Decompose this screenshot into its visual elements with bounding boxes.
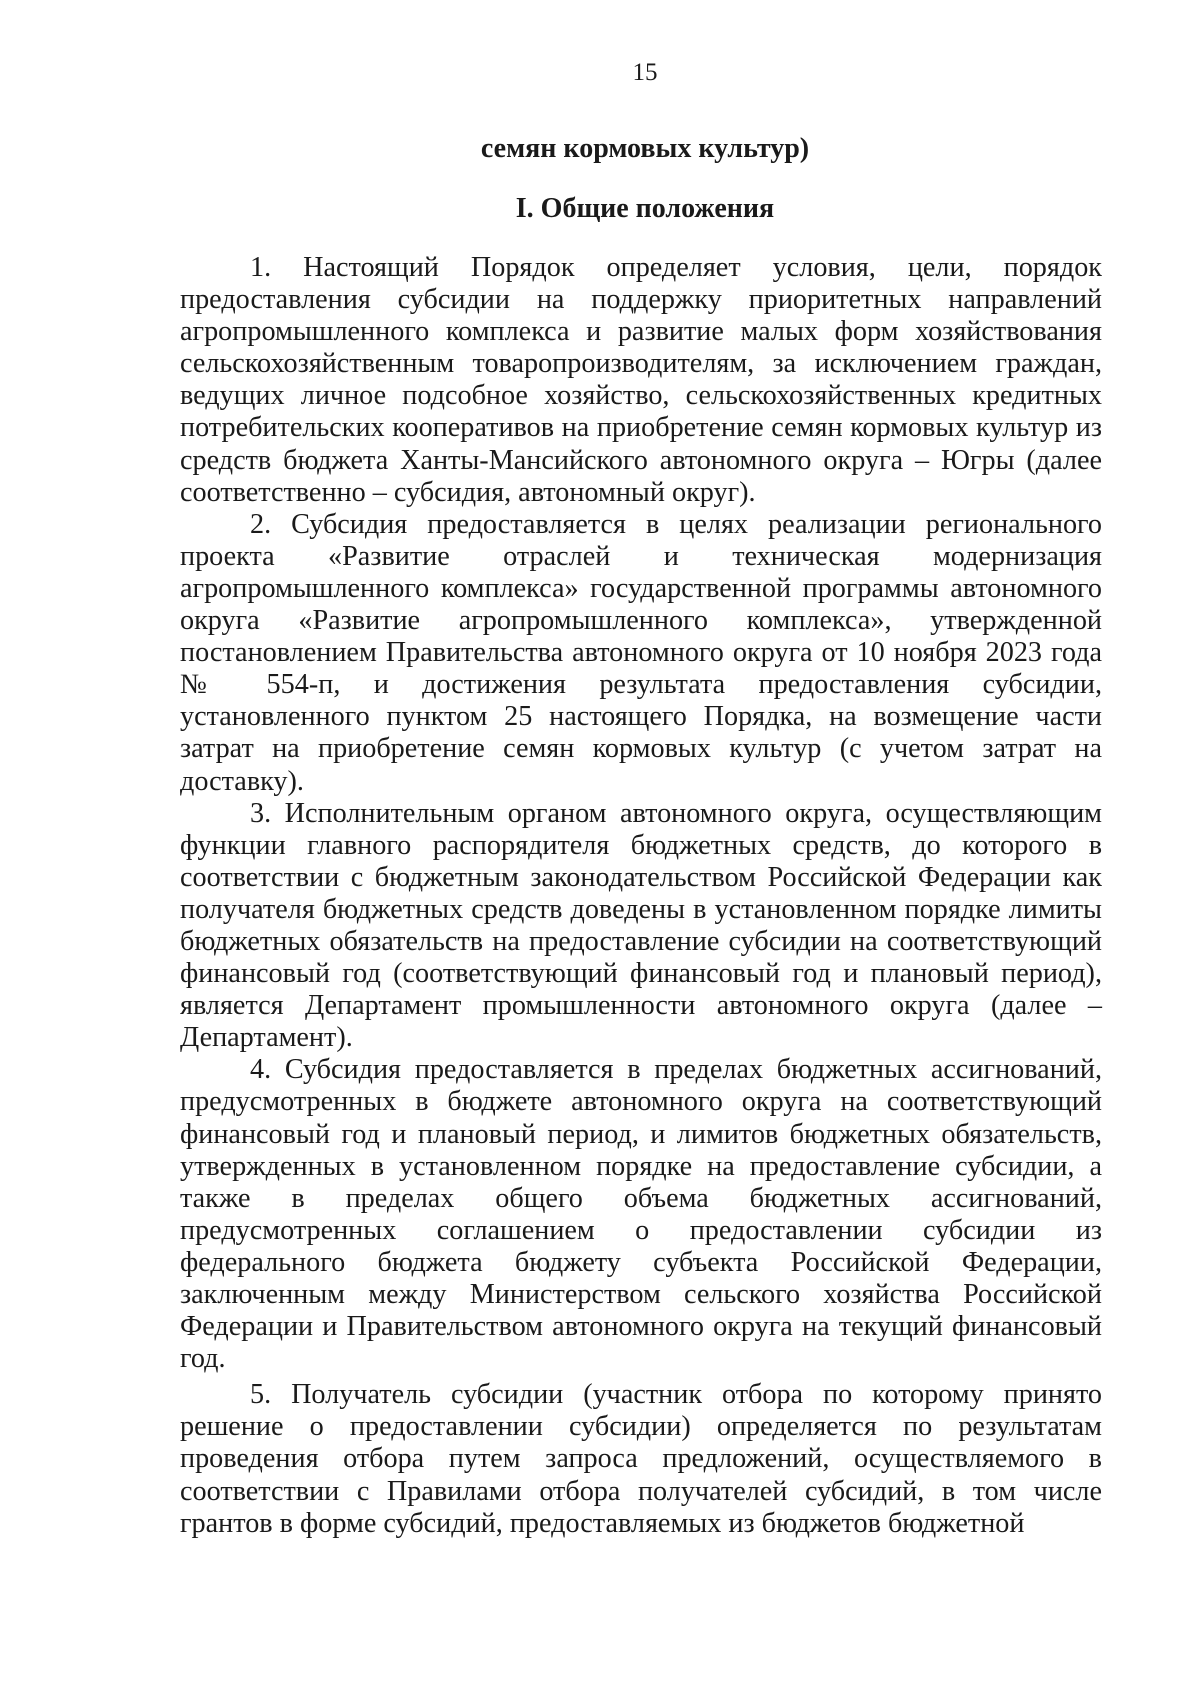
paragraph-4: 4. Субсидия предоставляется в пределах бюджетных ассигнований, предусмотренных в бюджете автономного округа на соответствующий финансовый год и плановый период, и лимитов бюджетных обязательств, утвержденных в установленном порядке на предоставление субсидии, а также в пределах общего объема бюджетных ассигнований, предусмотренных соглашением о предоставлении субсидии из федерального бюджета бюджету субъекта Российской Федерации, заключенным между Министерством сельского хозяйства Российской Федерации и Правительством автономного округа на текущий финансовый год. [180,1054,1102,1375]
paragraph-1: 1. Настоящий Порядок определяет условия, цели, порядок предоставления субсидии на поддержку приоритетных направлений агропромышленного комплекса и развитие малых форм хозяйствования сельскохозяйственным товаропроизводителям, за исключением граждан, ведущих личное подсобное хозяйство, сельскохозяйственных кредитных потребительских кооперативов на приобретение семян кормовых культур из средств бюджета Ханты-Мансийского автономного округа – Югры (далее соответственно – субсидия, автономный округ). [180,252,1102,508]
paragraph-5: 5. Получатель субсидии (участник отбора по которому принято решение о предоставлении субсидии) определяется по результатам проведения отбора путем запроса предложений, осуществляемого в соответствии с Правилами отбора получателей субсидий, в том числе грантов в форме субсидий, предоставляемых из бюджетов бюджетной [180,1379,1102,1539]
document-body [180,252,1102,1540]
section-heading: I. Общие положения [515,193,775,224]
paragraph-3: 3. Исполнительным органом автономного округа, осуществляющим функции главного распорядителя бюджетных средств, до которого в соответствии с бюджетным законодательством Российской Федерации как получателя бюджетных средств доведены в установленном порядке лимиты бюджетных обязательств на предоставление субсидии на соответствующий финансовый год (соответствующий финансовый год и плановый период), является Департамент промышленности автономного округа (далее – Департамент). [180,797,1102,1054]
page-number: 15 [632,59,658,86]
title-continuation: семян кормовых культур) [480,133,810,164]
paragraph-2: 2. Субсидия предоставляется в целях реализации регионального проекта «Развитие отраслей и техническая модернизация агропромышленного комплекса» государственной программы автономного округа «Развитие агропромышленного комплекса», утвержденной постановлением Правительства автономного округа от 10 ноября 2023 года № 554-п, и достижения результата предоставления субсидии, установленного пунктом 25 настоящего Порядка, на возмещение части затрат на приобретение семян кормовых культур (с учетом затрат на доставку). [180,508,1102,797]
